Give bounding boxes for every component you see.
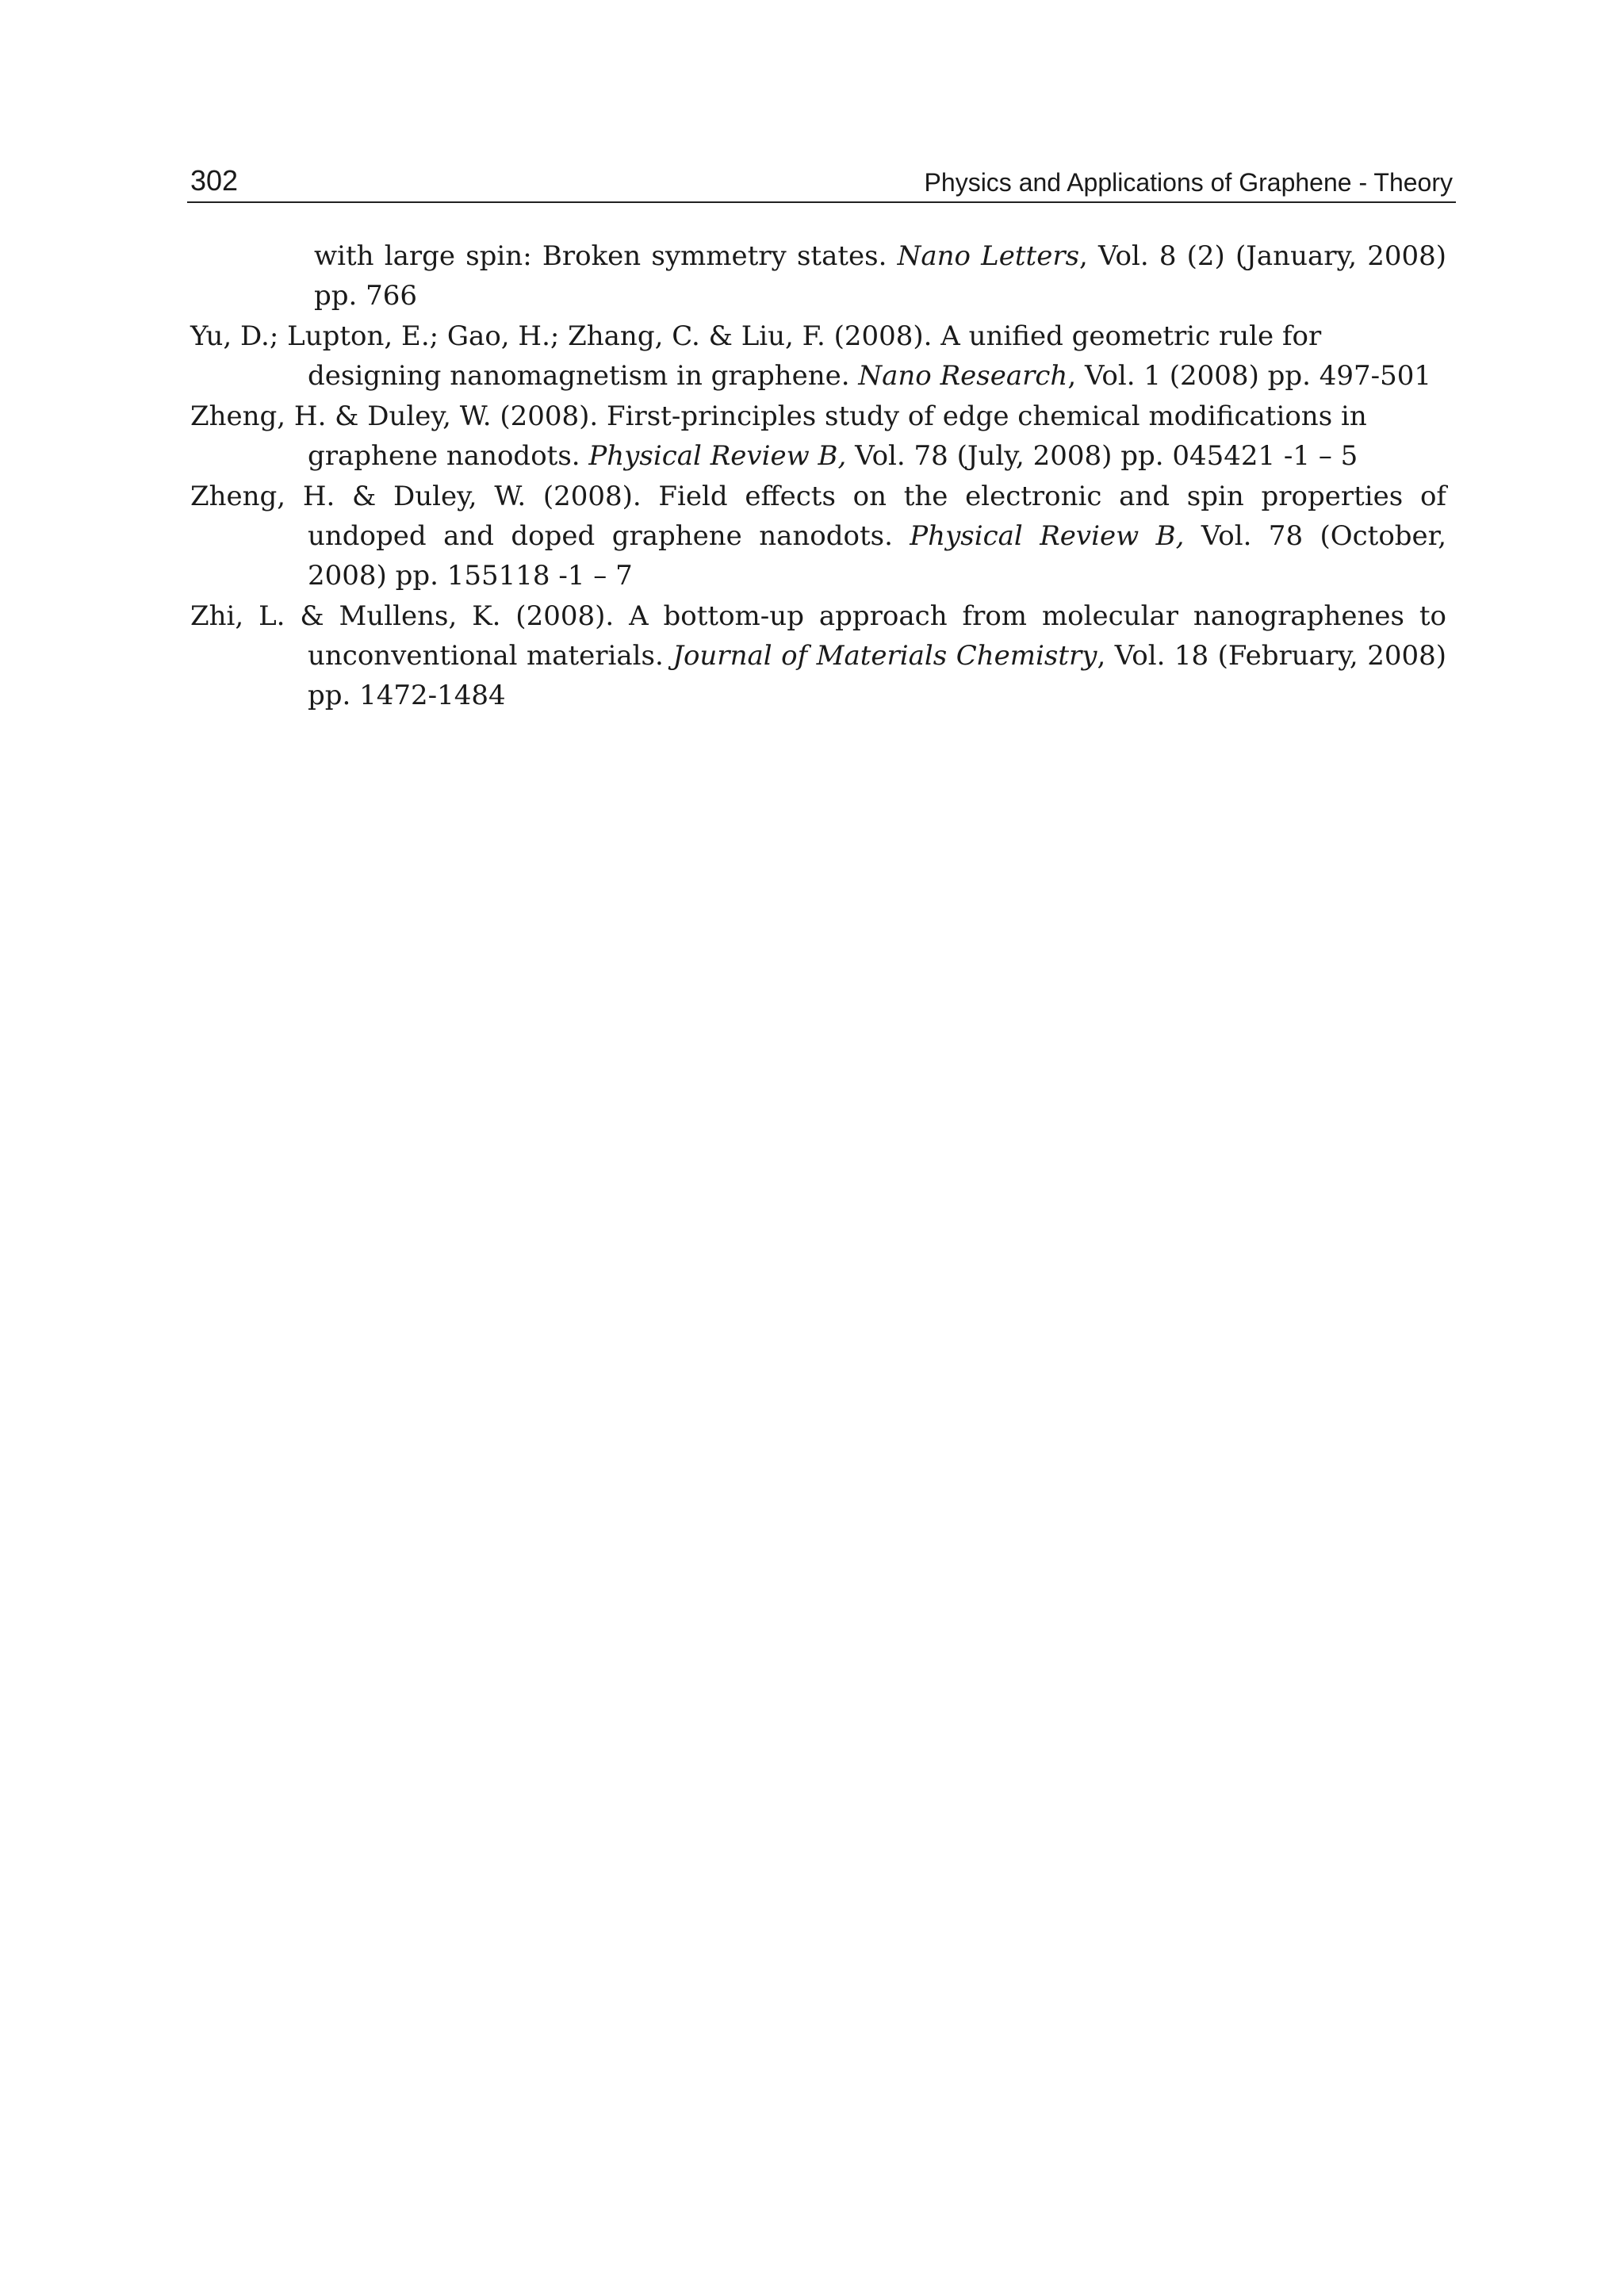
journal-title: Physical Review B, [910, 520, 1185, 552]
journal-title: Nano Research [858, 360, 1068, 392]
page-number: 302 [190, 164, 239, 197]
running-title: Physics and Applications of Graphene - Theory [924, 168, 1453, 197]
journal-title: Nano Letters [897, 240, 1080, 272]
reference-entry: Zhi, L. & Mullens, K. (2008). A bottom-up approach from molecular nanographenes to unconventional materials. Journal of Materials Chemistry, Vol. 18 (February, 2008) pp. 1472-1484 [190, 600, 1447, 711]
journal-title: Physical Review B, [588, 440, 847, 472]
reference-entry: Zheng, H. & Duley, W. (2008). First-principles study of edge chemical modifications in graphene nanodots. Physical Review B, Vol. 78 (July, 2008) pp. 045421 -1 – 5 [190, 400, 1367, 472]
page-header [187, 163, 1456, 203]
reference-list [190, 236, 1446, 716]
reference-entry: Yu, D.; Lupton, E.; Gao, H.; Zhang, C. & Liu, F. (2008). A unified geometric rule for designing nanomagnetism in graphene. Nano Research, Vol. 1 (2008) pp. 497-501 [190, 320, 1432, 392]
reference-entry: Zheng, H. & Duley, W. (2008). Field effects on the electronic and spin properties of undoped and doped graphene nanodots. Physical Review B, Vol. 78 (October, 2008) pp. 155118 -1 – 7 [190, 481, 1446, 592]
journal-title: Journal of Materials Chemistry [672, 640, 1097, 672]
reference-entry: with large spin: Broken symmetry states. Nano Letters, Vol. 8 (2) (January, 2008) pp. 766 [314, 240, 1446, 312]
